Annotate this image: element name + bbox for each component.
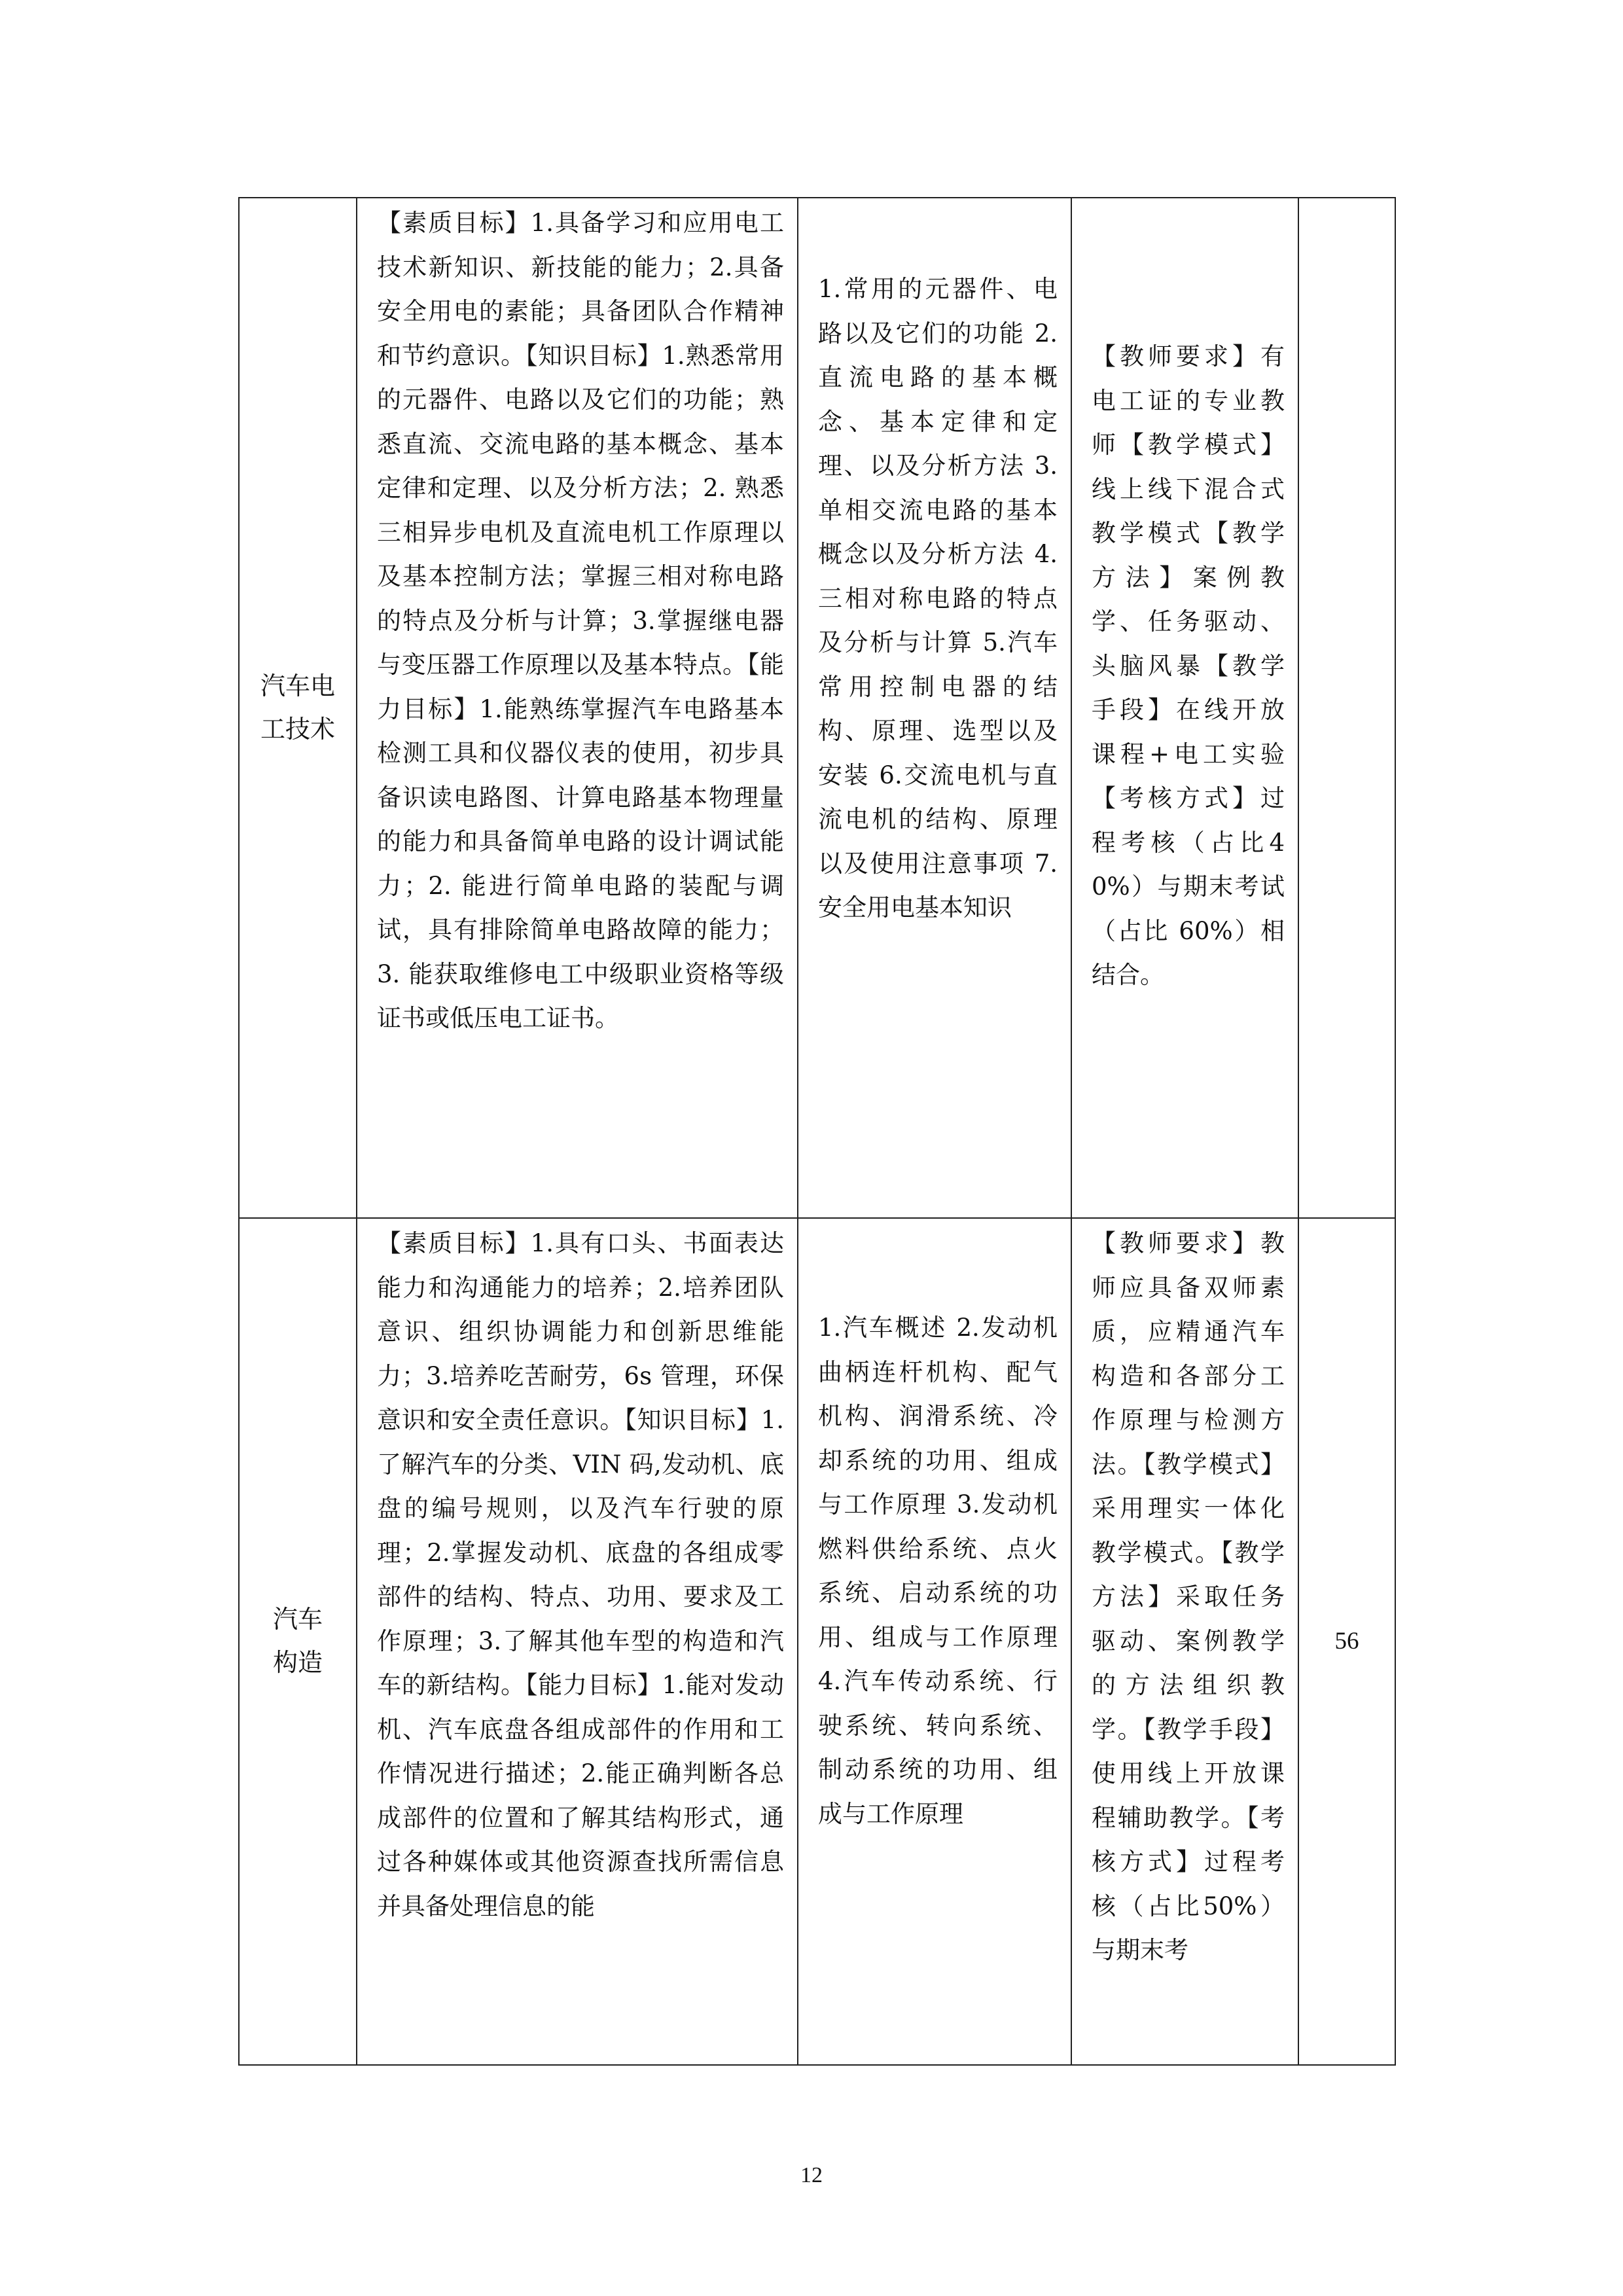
contents-cell xyxy=(798,198,1071,1218)
course-contents: 1.汽车概述 2.发动机曲柄连杆机构、配气机构、润滑系统、冷却系统的功用、组成与工作原理 3.发动机燃料供给系统、点火系统、启动系统的功用、组成与工作原理 4.汽车传动系统、行驶系统、转向系统、制动系统的功用、组成与工作原理 xyxy=(818,1314,1058,1828)
hours-cell xyxy=(1298,1218,1395,2065)
objectives-cell xyxy=(357,1218,798,2065)
teaching-requirements: 【教师要求】有电工证的专业教师【教学模式】线上线下混合式教学模式【教学方法】案例教学、任务驱动、头脑风暴【教学手段】在线开放课程+电工实验【考核方式】过程考核（占比40%）与期末考试（占比 60%）相结合。 xyxy=(1092,342,1285,989)
requirements-cell xyxy=(1071,1218,1298,2065)
hours-cell xyxy=(1298,198,1395,1218)
course-name-cell xyxy=(239,1218,357,2065)
course-table xyxy=(238,197,1396,2066)
table-row xyxy=(239,1218,1395,2065)
course-name: 汽车电工技术 xyxy=(260,671,335,744)
requirements-cell xyxy=(1071,198,1298,1218)
course-objectives: 【素质目标】1.具备学习和应用电工技术新知识、新技能的能力；2.具备安全用电的素能；具备团队合作精神和节约意识。【知识目标】1.熟悉常用的元器件、电路以及它们的功能；熟悉直流、交流电路的基本概念、基本定律和定理、以及分析方法；2. 熟悉三相异步电机及直流电机工作原理以及基本控制方法；掌握三相对称电路的特点及分析与计算；3.掌握继电器与变压器工作原理以及基本特点。【能力目标】1.能熟练掌握汽车电路基本检测工具和仪器仪表的使用，初步具备识读电路图、计算电路基本物理量的能力和具备简单电路的设计调试能力；2. 能进行简单电路的装配与调试，具有排除简单电路故障的能力；3. 能获取维修电工中级职业资格等级证书或低压电工证书。 xyxy=(377,209,784,1032)
course-objectives: 【素质目标】1.具有口头、书面表达能力和沟通能力的培养；2.培养团队意识、组织协调能力和创新思维能力；3.培养吃苦耐劳，6s 管理，环保意识和安全责任意识。【知识目标】1.了解汽车的分类、VIN 码,发动机、底盘的编号规则，以及汽车行驶的原理；2.掌握发动机、底盘的各组成零部件的结构、特点、功用、要求及工作原理；3.了解其他车型的构造和汽车的新结构。【能力目标】1.能对发动机、汽车底盘各组成部件的作用和工作情况进行描述；2.能正确判断各总成部件的位置和了解其结构形式，通过各种媒体或其他资源查找所需信息并具备处理信息的能 xyxy=(377,1229,784,1920)
page-number: 12 xyxy=(800,2163,823,2187)
contents-cell xyxy=(798,1218,1071,2065)
course-hours: 56 xyxy=(1334,1628,1359,1655)
course-name: 汽车构造 xyxy=(272,1605,323,1677)
course-name-cell xyxy=(239,198,357,1218)
course-contents: 1.常用的元器件、电路以及它们的功能 2.直流电路的基本概念、基本定律和定理、以及分析方法 3.单相交流电路的基本概念以及分析方法 4.三相对称电路的特点及分析与计算 5.汽车常用控制电器的结构、原理、选型以及安装 6.交流电机与直流电机的结构、原理以及使用注意事项 7.安全用电基本知识 xyxy=(818,275,1058,922)
objectives-cell xyxy=(357,198,798,1218)
teaching-requirements: 【教师要求】教师应具备双师素质，应精通汽车构造和各部分工作原理与检测方法。【教学模式】采用理实一体化教学模式。【教学方法】采取任务驱动、案例教学的方法组织教学。【教学手段】使用线上开放课程辅助教学。【考核方式】过程考核（占比50%）与期末考 xyxy=(1092,1229,1285,1964)
table-row xyxy=(239,198,1395,1218)
